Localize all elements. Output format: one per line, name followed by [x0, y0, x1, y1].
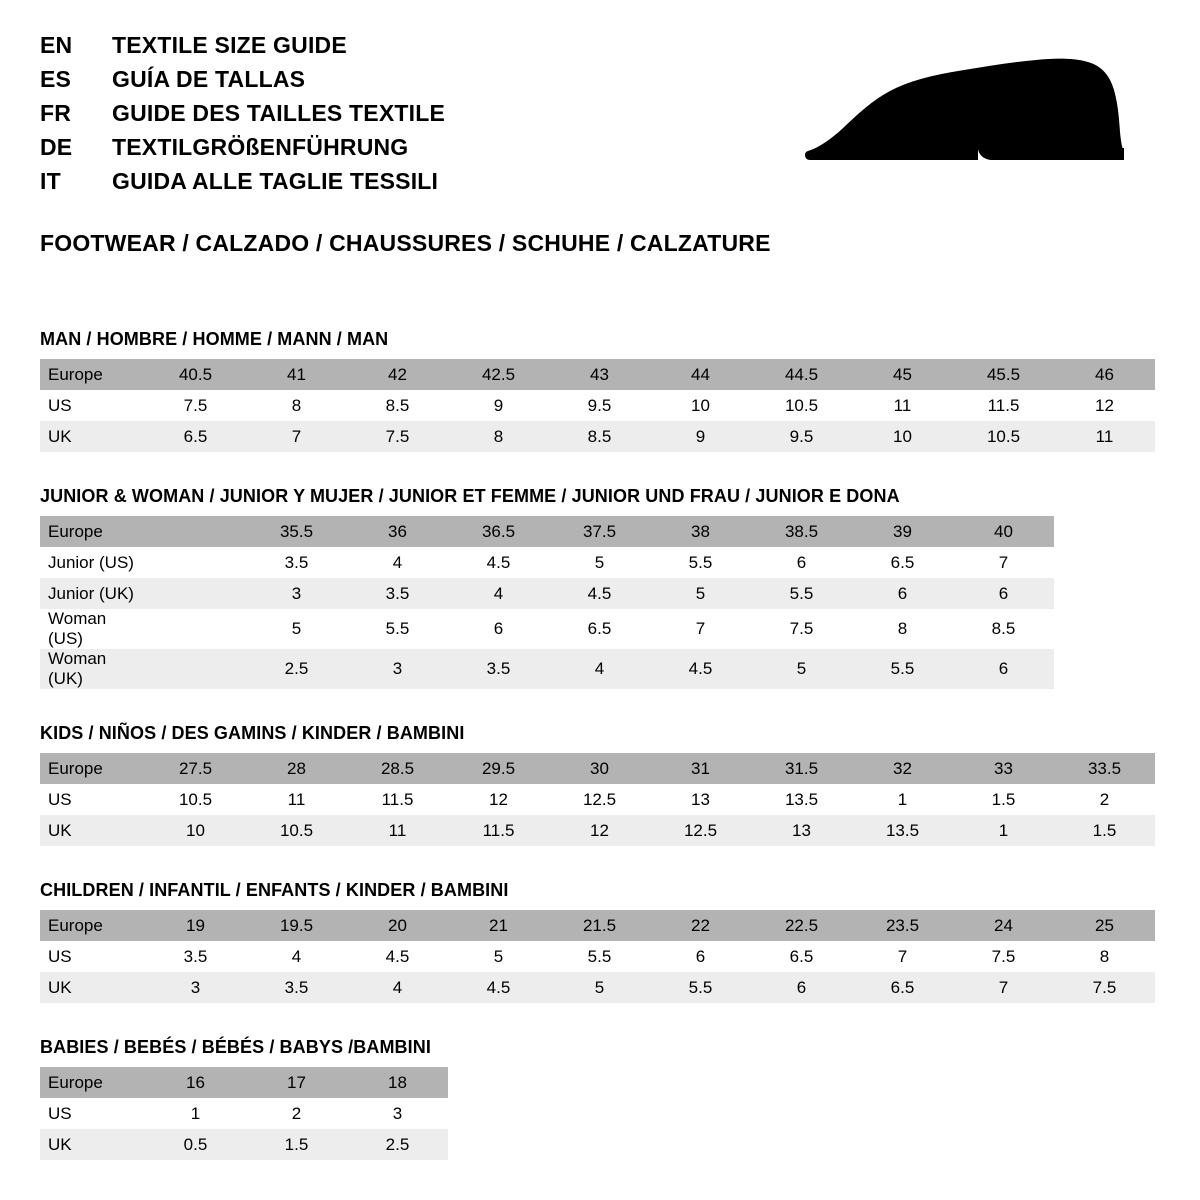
table-cell: 43 [549, 359, 650, 390]
table-cell: 6.5 [751, 941, 852, 972]
table-cell: 13.5 [751, 784, 852, 815]
row-label: US [40, 390, 145, 421]
table-cell: 22.5 [751, 910, 852, 941]
table-cell: 36.5 [448, 516, 549, 547]
table-cell: 11 [347, 815, 448, 846]
table-cell: 6 [448, 609, 549, 649]
table-cell [145, 649, 246, 689]
table-cell: 5.5 [549, 941, 650, 972]
table-cell: 3.5 [246, 547, 347, 578]
table-cell [145, 547, 246, 578]
size-table [40, 910, 1155, 1003]
section-title: MAN / HOMBRE / HOMME / MANN / MAN [40, 329, 389, 349]
table-cell: 3.5 [246, 972, 347, 1003]
dress-shoe-icon [788, 56, 1128, 186]
language-code: DE [40, 134, 73, 160]
table-cell: 16 [145, 1067, 246, 1098]
table-cell: 9 [448, 390, 549, 421]
table-cell: 11 [246, 784, 347, 815]
table-cell: 4.5 [347, 941, 448, 972]
row-label: US [40, 784, 145, 815]
table-cell: 4 [347, 547, 448, 578]
table-cell: 1.5 [246, 1129, 347, 1160]
table-cell: 5 [246, 609, 347, 649]
table-row [40, 972, 1155, 1003]
table-cell: 1 [852, 784, 953, 815]
table-cell: 9 [650, 421, 751, 452]
table-row [40, 578, 1054, 609]
table-row [40, 547, 1054, 578]
table-cell: 46 [1054, 359, 1155, 390]
table-cell: 3 [145, 972, 246, 1003]
table-cell: 30 [549, 753, 650, 784]
table-cell: 8 [1054, 941, 1155, 972]
table-cell: 42.5 [448, 359, 549, 390]
table-cell: 7 [953, 547, 1054, 578]
language-row [40, 34, 445, 57]
language-title: GUIDA ALLE TAGLIE TESSILI [112, 168, 439, 194]
table-cell: 5 [650, 578, 751, 609]
table-cell [145, 609, 246, 649]
table-cell: 5.5 [650, 972, 751, 1003]
table-cell: 35.5 [246, 516, 347, 547]
size-table [40, 1067, 448, 1160]
size-section [40, 723, 1160, 846]
table-cell: 7.5 [751, 609, 852, 649]
table-cell: 8.5 [347, 390, 448, 421]
size-section [40, 329, 1160, 452]
table-cell: 6.5 [852, 547, 953, 578]
table-row [40, 1098, 448, 1129]
row-label: US [40, 1098, 145, 1129]
table-cell: 31.5 [751, 753, 852, 784]
table-cell: 5 [448, 941, 549, 972]
language-row [40, 136, 445, 159]
table-cell: 12 [448, 784, 549, 815]
table-cell: 6.5 [549, 609, 650, 649]
page-header [40, 34, 1160, 204]
size-section [40, 1037, 1160, 1160]
table-cell: 19.5 [246, 910, 347, 941]
table-cell: 5 [751, 649, 852, 689]
footwear-category-title: FOOTWEAR / CALZADO / CHAUSSURES / SCHUHE / CALZATURE [40, 230, 771, 256]
table-cell: 7.5 [1054, 972, 1155, 1003]
table-cell: 11 [852, 390, 953, 421]
table-row [40, 815, 1155, 846]
table-cell: 12 [1054, 390, 1155, 421]
table-cell: 5.5 [650, 547, 751, 578]
language-title: TEXTILGRÖßENFÜHRUNG [112, 134, 409, 160]
row-label: US [40, 941, 145, 972]
table-cell: 44 [650, 359, 751, 390]
table-cell: 6 [650, 941, 751, 972]
table-row [40, 649, 1054, 689]
table-cell: 4 [246, 941, 347, 972]
table-row [40, 784, 1155, 815]
row-label: Woman (US) [40, 609, 145, 649]
row-label: Europe [40, 753, 145, 784]
row-label: Junior (US) [40, 547, 145, 578]
language-code: ES [40, 66, 72, 92]
table-cell: 38.5 [751, 516, 852, 547]
language-code: EN [40, 32, 73, 58]
table-row [40, 516, 1054, 547]
table-cell: 28.5 [347, 753, 448, 784]
table-cell: 5.5 [347, 609, 448, 649]
table-cell: 10.5 [953, 421, 1054, 452]
table-cell: 41 [246, 359, 347, 390]
table-cell: 7.5 [145, 390, 246, 421]
row-label: UK [40, 815, 145, 846]
table-cell: 19 [145, 910, 246, 941]
row-label: Europe [40, 1067, 145, 1098]
section-title: CHILDREN / INFANTIL / ENFANTS / KINDER / BAMBINI [40, 880, 509, 900]
table-cell: 8 [852, 609, 953, 649]
table-cell [145, 516, 246, 547]
table-cell: 27.5 [145, 753, 246, 784]
table-cell: 3.5 [448, 649, 549, 689]
table-cell: 1 [953, 815, 1054, 846]
table-cell: 4 [347, 972, 448, 1003]
row-label: UK [40, 421, 145, 452]
table-cell: 12.5 [549, 784, 650, 815]
table-cell: 12.5 [650, 815, 751, 846]
table-cell: 11.5 [347, 784, 448, 815]
table-cell: 8 [246, 390, 347, 421]
table-cell: 11 [1054, 421, 1155, 452]
table-cell: 5 [549, 972, 650, 1003]
table-cell: 33.5 [1054, 753, 1155, 784]
table-row [40, 359, 1155, 390]
table-cell: 25 [1054, 910, 1155, 941]
table-cell: 10 [852, 421, 953, 452]
table-cell: 8 [448, 421, 549, 452]
table-cell: 42 [347, 359, 448, 390]
table-cell: 33 [953, 753, 1054, 784]
table-row [40, 1067, 448, 1098]
language-title: GUIDE DES TAILLES TEXTILE [112, 100, 445, 126]
table-cell: 28 [246, 753, 347, 784]
table-cell: 8.5 [953, 609, 1054, 649]
table-cell: 20 [347, 910, 448, 941]
section-title: JUNIOR & WOMAN / JUNIOR Y MUJER / JUNIOR ET FEMME / JUNIOR UND FRAU / JUNIOR E DONA [40, 486, 900, 506]
table-cell: 11.5 [953, 390, 1054, 421]
table-cell: 13.5 [852, 815, 953, 846]
table-cell: 5 [549, 547, 650, 578]
row-label: Europe [40, 359, 145, 390]
table-cell: 1 [145, 1098, 246, 1129]
table-cell: 4 [549, 649, 650, 689]
size-table [40, 516, 1054, 689]
row-label: Europe [40, 516, 145, 547]
table-cell: 7 [650, 609, 751, 649]
size-table [40, 359, 1155, 452]
table-cell: 40.5 [145, 359, 246, 390]
table-cell: 10.5 [145, 784, 246, 815]
size-table [40, 753, 1155, 846]
table-cell: 8.5 [549, 421, 650, 452]
table-cell: 29.5 [448, 753, 549, 784]
table-cell: 21.5 [549, 910, 650, 941]
table-cell: 17 [246, 1067, 347, 1098]
table-cell: 10 [650, 390, 751, 421]
table-cell: 45 [852, 359, 953, 390]
table-cell: 3 [246, 578, 347, 609]
table-cell: 45.5 [953, 359, 1054, 390]
table-cell: 5.5 [852, 649, 953, 689]
row-label: UK [40, 1129, 145, 1160]
table-cell: 9.5 [549, 390, 650, 421]
table-row [40, 609, 1054, 649]
language-row [40, 102, 445, 125]
language-code: IT [40, 168, 61, 194]
table-cell: 13 [751, 815, 852, 846]
table-cell: 1.5 [1054, 815, 1155, 846]
table-cell: 4.5 [549, 578, 650, 609]
table-cell: 4.5 [448, 972, 549, 1003]
table-row [40, 941, 1155, 972]
section-title: BABIES / BEBÉS / BÉBÉS / BABYS /BAMBINI [40, 1037, 431, 1057]
table-cell: 38 [650, 516, 751, 547]
table-row [40, 390, 1155, 421]
language-title: GUÍA DE TALLAS [112, 66, 306, 92]
table-cell: 1.5 [953, 784, 1054, 815]
table-cell: 4.5 [650, 649, 751, 689]
table-cell: 7 [953, 972, 1054, 1003]
size-sections [40, 329, 1160, 1160]
table-row [40, 910, 1155, 941]
size-section [40, 880, 1160, 1003]
table-row [40, 421, 1155, 452]
table-cell: 21 [448, 910, 549, 941]
table-cell: 6.5 [852, 972, 953, 1003]
table-cell: 13 [650, 784, 751, 815]
language-title-list [40, 34, 445, 204]
language-code: FR [40, 100, 72, 126]
table-cell: 7 [246, 421, 347, 452]
table-cell: 44.5 [751, 359, 852, 390]
table-cell: 9.5 [751, 421, 852, 452]
table-cell: 18 [347, 1067, 448, 1098]
table-cell: 3.5 [145, 941, 246, 972]
table-cell: 11.5 [448, 815, 549, 846]
table-cell: 6 [751, 547, 852, 578]
table-cell: 6 [852, 578, 953, 609]
table-cell: 2 [246, 1098, 347, 1129]
table-row [40, 753, 1155, 784]
table-cell: 31 [650, 753, 751, 784]
table-cell: 2.5 [246, 649, 347, 689]
row-label: UK [40, 972, 145, 1003]
row-label: Junior (UK) [40, 578, 145, 609]
table-cell: 39 [852, 516, 953, 547]
table-cell: 6.5 [145, 421, 246, 452]
table-cell: 3 [347, 1098, 448, 1129]
table-cell: 4 [448, 578, 549, 609]
table-cell: 10.5 [246, 815, 347, 846]
row-label: Europe [40, 910, 145, 941]
language-row [40, 68, 445, 91]
table-cell: 5.5 [751, 578, 852, 609]
table-cell: 3 [347, 649, 448, 689]
size-section [40, 486, 1160, 689]
table-cell: 22 [650, 910, 751, 941]
table-row [40, 1129, 448, 1160]
table-cell: 6 [953, 649, 1054, 689]
language-title: TEXTILE SIZE GUIDE [112, 32, 347, 58]
table-cell [145, 578, 246, 609]
table-cell: 7 [852, 941, 953, 972]
language-row [40, 170, 445, 193]
table-cell: 24 [953, 910, 1054, 941]
table-cell: 32 [852, 753, 953, 784]
section-title: KIDS / NIÑOS / DES GAMINS / KINDER / BAMBINI [40, 723, 465, 743]
table-cell: 2 [1054, 784, 1155, 815]
table-cell: 23.5 [852, 910, 953, 941]
table-cell: 3.5 [347, 578, 448, 609]
table-cell: 4.5 [448, 547, 549, 578]
table-cell: 10.5 [751, 390, 852, 421]
table-cell: 40 [953, 516, 1054, 547]
table-cell: 36 [347, 516, 448, 547]
table-cell: 6 [751, 972, 852, 1003]
table-cell: 2.5 [347, 1129, 448, 1160]
table-cell: 7.5 [347, 421, 448, 452]
row-label: Woman (UK) [40, 649, 145, 689]
table-cell: 10 [145, 815, 246, 846]
table-cell: 12 [549, 815, 650, 846]
table-cell: 0.5 [145, 1129, 246, 1160]
table-cell: 6 [953, 578, 1054, 609]
table-cell: 37.5 [549, 516, 650, 547]
table-cell: 7.5 [953, 941, 1054, 972]
